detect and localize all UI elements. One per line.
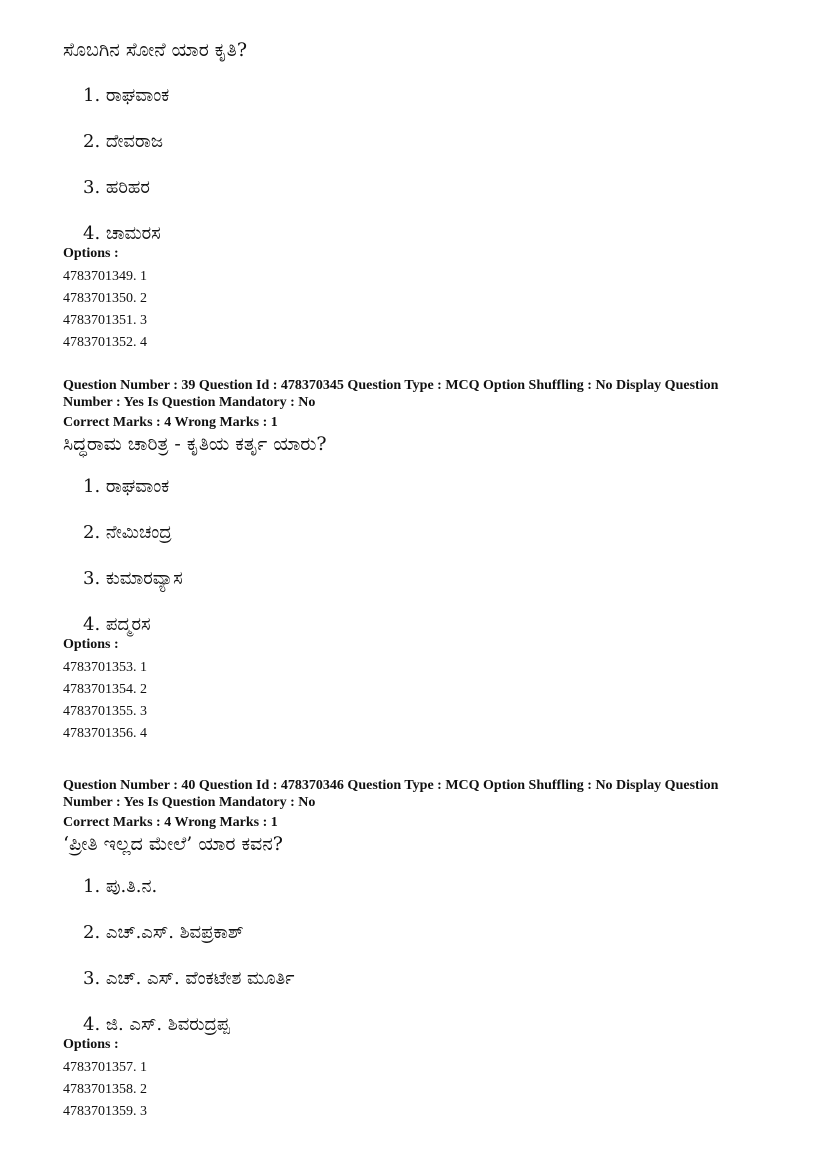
question-40-text: ‘ಪ್ರೀತಿ ಇಲ್ಲದ ಮೇಲೆ’ ಯಾರ ಕವನ? [63,833,283,855]
question-38-options-label: Options : [63,246,119,261]
question-39-option-row: 4783701354. 2 [63,682,147,697]
question-38-text: ಸೊಬಗಿನ ಸೋನೆ ಯಾರ ಕೃತಿ? [63,39,248,61]
question-40-meta-line-2: Number : Yes Is Question Mandatory : No [63,795,316,810]
question-39-meta-line-1: Question Number : 39 Question Id : 478370345 Question Type : MCQ Option Shuffling : No Display Question [63,378,719,393]
question-38-option-row: 4783701349. 1 [63,269,147,284]
question-39-option-row: 4783701355. 3 [63,704,147,719]
question-39-option-row: 4783701356. 4 [63,726,147,741]
question-39-choice-4: 4. ಪದ್ಮರಸ [83,614,151,635]
question-39-choice-3: 3. ಕುಮಾರವ್ಯಾಸ [83,568,183,589]
question-40-choice-3: 3. ಎಚ್. ಎಸ್. ವೆಂಕಟೇಶ ಮೂರ್ತಿ [83,968,295,989]
question-40-meta-line-1: Question Number : 40 Question Id : 478370346 Question Type : MCQ Option Shuffling : No Display Question [63,778,719,793]
question-39-options-label: Options : [63,637,119,652]
question-38-choice-3: 3. ಹರಿಹರ [83,177,150,198]
question-38-option-row: 4783701352. 4 [63,335,147,350]
question-40-options-label: Options : [63,1037,119,1052]
question-39-marks: Correct Marks : 4 Wrong Marks : 1 [63,415,278,430]
question-39 [63,377,763,745]
question-38-option-row: 4783701351. 3 [63,313,147,328]
question-38 [63,38,763,354]
question-40-choice-2: 2. ಎಚ್.ಎಸ್. ಶಿವಪ್ರಕಾಶ್ [83,922,244,943]
question-39-choice-1: 1. ರಾಘವಾಂಕ [83,476,170,497]
question-40-choice-4: 4. ಜಿ. ಎಸ್. ಶಿವರುದ್ರಪ್ಪ [83,1014,230,1035]
question-39-meta-line-2: Number : Yes Is Question Mandatory : No [63,395,316,410]
question-38-choice-2: 2. ದೇವರಾಜ [83,131,163,152]
question-40-choice-1: 1. ಪು.ತಿ.ನ. [83,876,158,897]
question-39-option-row: 4783701353. 1 [63,660,147,675]
question-40 [63,777,763,1123]
question-39-text: ಸಿದ್ಧರಾಮ ಚಾರಿತ್ರ - ಕೃತಿಯ ಕರ್ತೃ ಯಾರು? [63,433,327,455]
question-38-option-row: 4783701350. 2 [63,291,147,306]
question-38-choice-4: 4. ಚಾಮರಸ [83,223,161,244]
question-40-option-row: 4783701357. 1 [63,1060,147,1075]
question-40-option-row: 4783701359. 3 [63,1104,147,1119]
question-38-choice-1: 1. ರಾಘವಾಂಕ [83,85,170,106]
question-39-choice-2: 2. ನೇಮಿಚಂದ್ರ [83,522,172,543]
question-40-option-row: 4783701358. 2 [63,1082,147,1097]
question-40-marks: Correct Marks : 4 Wrong Marks : 1 [63,815,278,830]
